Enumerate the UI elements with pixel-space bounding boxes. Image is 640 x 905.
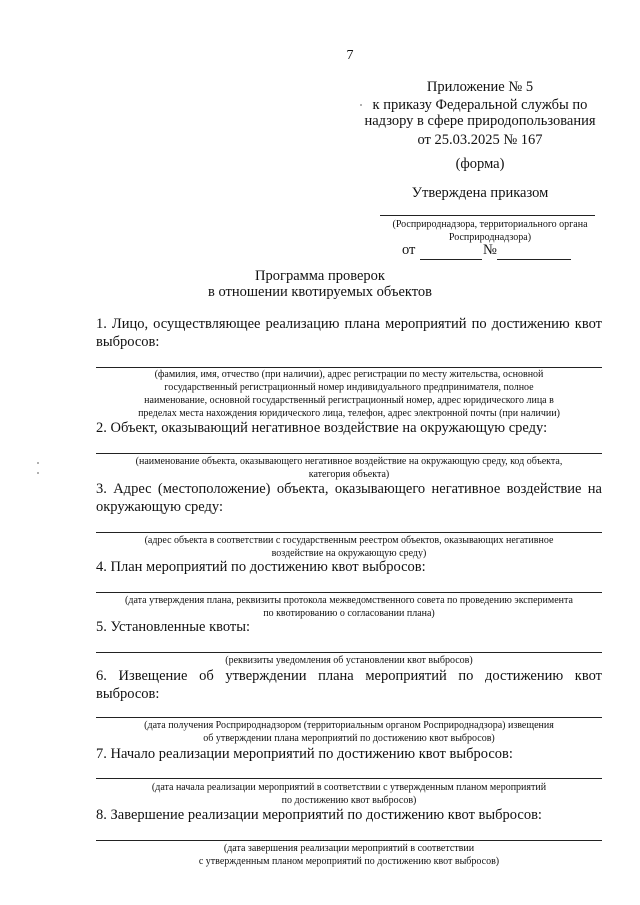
section-8-heading: 8. Завершение реализации мероприятий по достижению квот выбросов: xyxy=(96,807,542,823)
caption-line: по квотированию о согласовании плана) xyxy=(263,608,435,619)
section-7-heading: 7. Начало реализации мероприятий по достижению квот выбросов: xyxy=(96,746,513,762)
title-line-1: Программа проверок xyxy=(255,268,385,284)
caption-line: (реквизиты уведомления об установлении квот выбросов) xyxy=(225,655,473,666)
caption-line: об утверждении плана мероприятий по достижению квот выбросов) xyxy=(203,733,495,744)
caption-line: по достижению квот выбросов) xyxy=(281,795,417,806)
scan-speck xyxy=(360,104,362,106)
section-1-heading: 1. Лицо, осуществляющее реализацию плана мероприятий по достижению квот выбросов: xyxy=(96,316,602,350)
section-7-line xyxy=(96,778,602,779)
order-line-1: к приказу Федеральной службы по xyxy=(372,97,588,113)
section-2-line xyxy=(96,453,602,454)
section-5-caption xyxy=(96,654,602,667)
caption-line: (дата утверждения плана, реквизиты протокола межведомственного совета по проведению эксперимента xyxy=(125,595,573,606)
caption-line: (дата завершения реализации мероприятий в соответствии xyxy=(223,843,475,854)
section-8-line xyxy=(96,840,602,841)
date-line xyxy=(420,259,482,260)
scan-speck xyxy=(37,462,39,464)
approved-label: Утверждена приказом xyxy=(411,185,549,201)
caption-line: государственный регистрационный номер индивидуального предпринимателя, полное xyxy=(164,382,534,393)
section-1-caption xyxy=(96,368,602,420)
caption-line: пределах места нахождения юридического лица, телефон, адрес электронной почты (при наличии) xyxy=(138,408,560,419)
caption-line: с утвержденным планом мероприятий по достижению квот выбросов) xyxy=(198,856,500,867)
date-from-label: от xyxy=(402,242,416,258)
caption-line: (наименование объекта, оказывающего негативное воздействие на окружающую среду, код объекта, xyxy=(135,456,563,467)
caption-line: (дата начала реализации мероприятий в соответствии с утвержденным планом мероприятий xyxy=(151,782,547,793)
section-2-caption xyxy=(96,455,602,481)
authority-caption-2: Росприроднадзора) xyxy=(448,232,532,243)
order-line-2: надзору в сфере природопользования xyxy=(364,113,596,129)
caption-line: наименование, основной государственный регистрационный номер, адрес юридического лица в xyxy=(144,395,554,406)
caption-line: (дата получения Росприроднадзором (территориальным органом Росприроднадзора) извещения xyxy=(144,720,554,731)
section-6-caption xyxy=(96,719,602,745)
authority-line xyxy=(380,215,595,216)
page-title xyxy=(150,268,490,300)
order-date: от 25.03.2025 № 167 xyxy=(417,132,543,148)
section-3-line xyxy=(96,532,602,533)
appendix-label: Приложение № 5 xyxy=(426,79,534,95)
section-4-line xyxy=(96,592,602,593)
caption-line: (адрес объекта в соответствии с государственным реестром объектов, оказывающих негативное xyxy=(144,535,554,546)
section-3-caption xyxy=(96,534,602,560)
page-number: 7 xyxy=(346,48,354,63)
section-4-caption xyxy=(96,594,602,620)
section-8-caption xyxy=(96,842,602,868)
caption-line: категория объекта) xyxy=(308,469,390,480)
number-sign: № xyxy=(483,242,497,258)
caption-line: (фамилия, имя, отчество (при наличии), адрес регистрации по месту жительства, основной xyxy=(154,369,544,380)
number-line xyxy=(497,259,571,260)
scan-speck xyxy=(37,472,39,474)
section-3-heading: 3. Адрес (местоположение) объекта, оказывающего негативное воздействие на окружающую среду: xyxy=(96,481,602,515)
section-7-caption xyxy=(96,781,602,807)
section-6-heading: 6. Извещение об утверждении плана мероприятий по достижению квот выбросов: xyxy=(96,668,602,702)
section-5-heading: 5. Установленные квоты: xyxy=(96,619,251,635)
authority-caption-1: (Росприроднадзора, территориального органа xyxy=(392,219,588,230)
title-line-2: в отношении квотируемых объектов xyxy=(208,284,432,300)
section-6-line xyxy=(96,717,602,718)
section-2-heading: 2. Объект, оказывающий негативное воздействие на окружающую среду: xyxy=(96,420,548,436)
form-label: (форма) xyxy=(455,156,505,172)
section-4-heading: 4. План мероприятий по достижению квот выбросов: xyxy=(96,559,426,575)
caption-line: воздействие на окружающую среду) xyxy=(271,548,427,559)
section-5-line xyxy=(96,652,602,653)
